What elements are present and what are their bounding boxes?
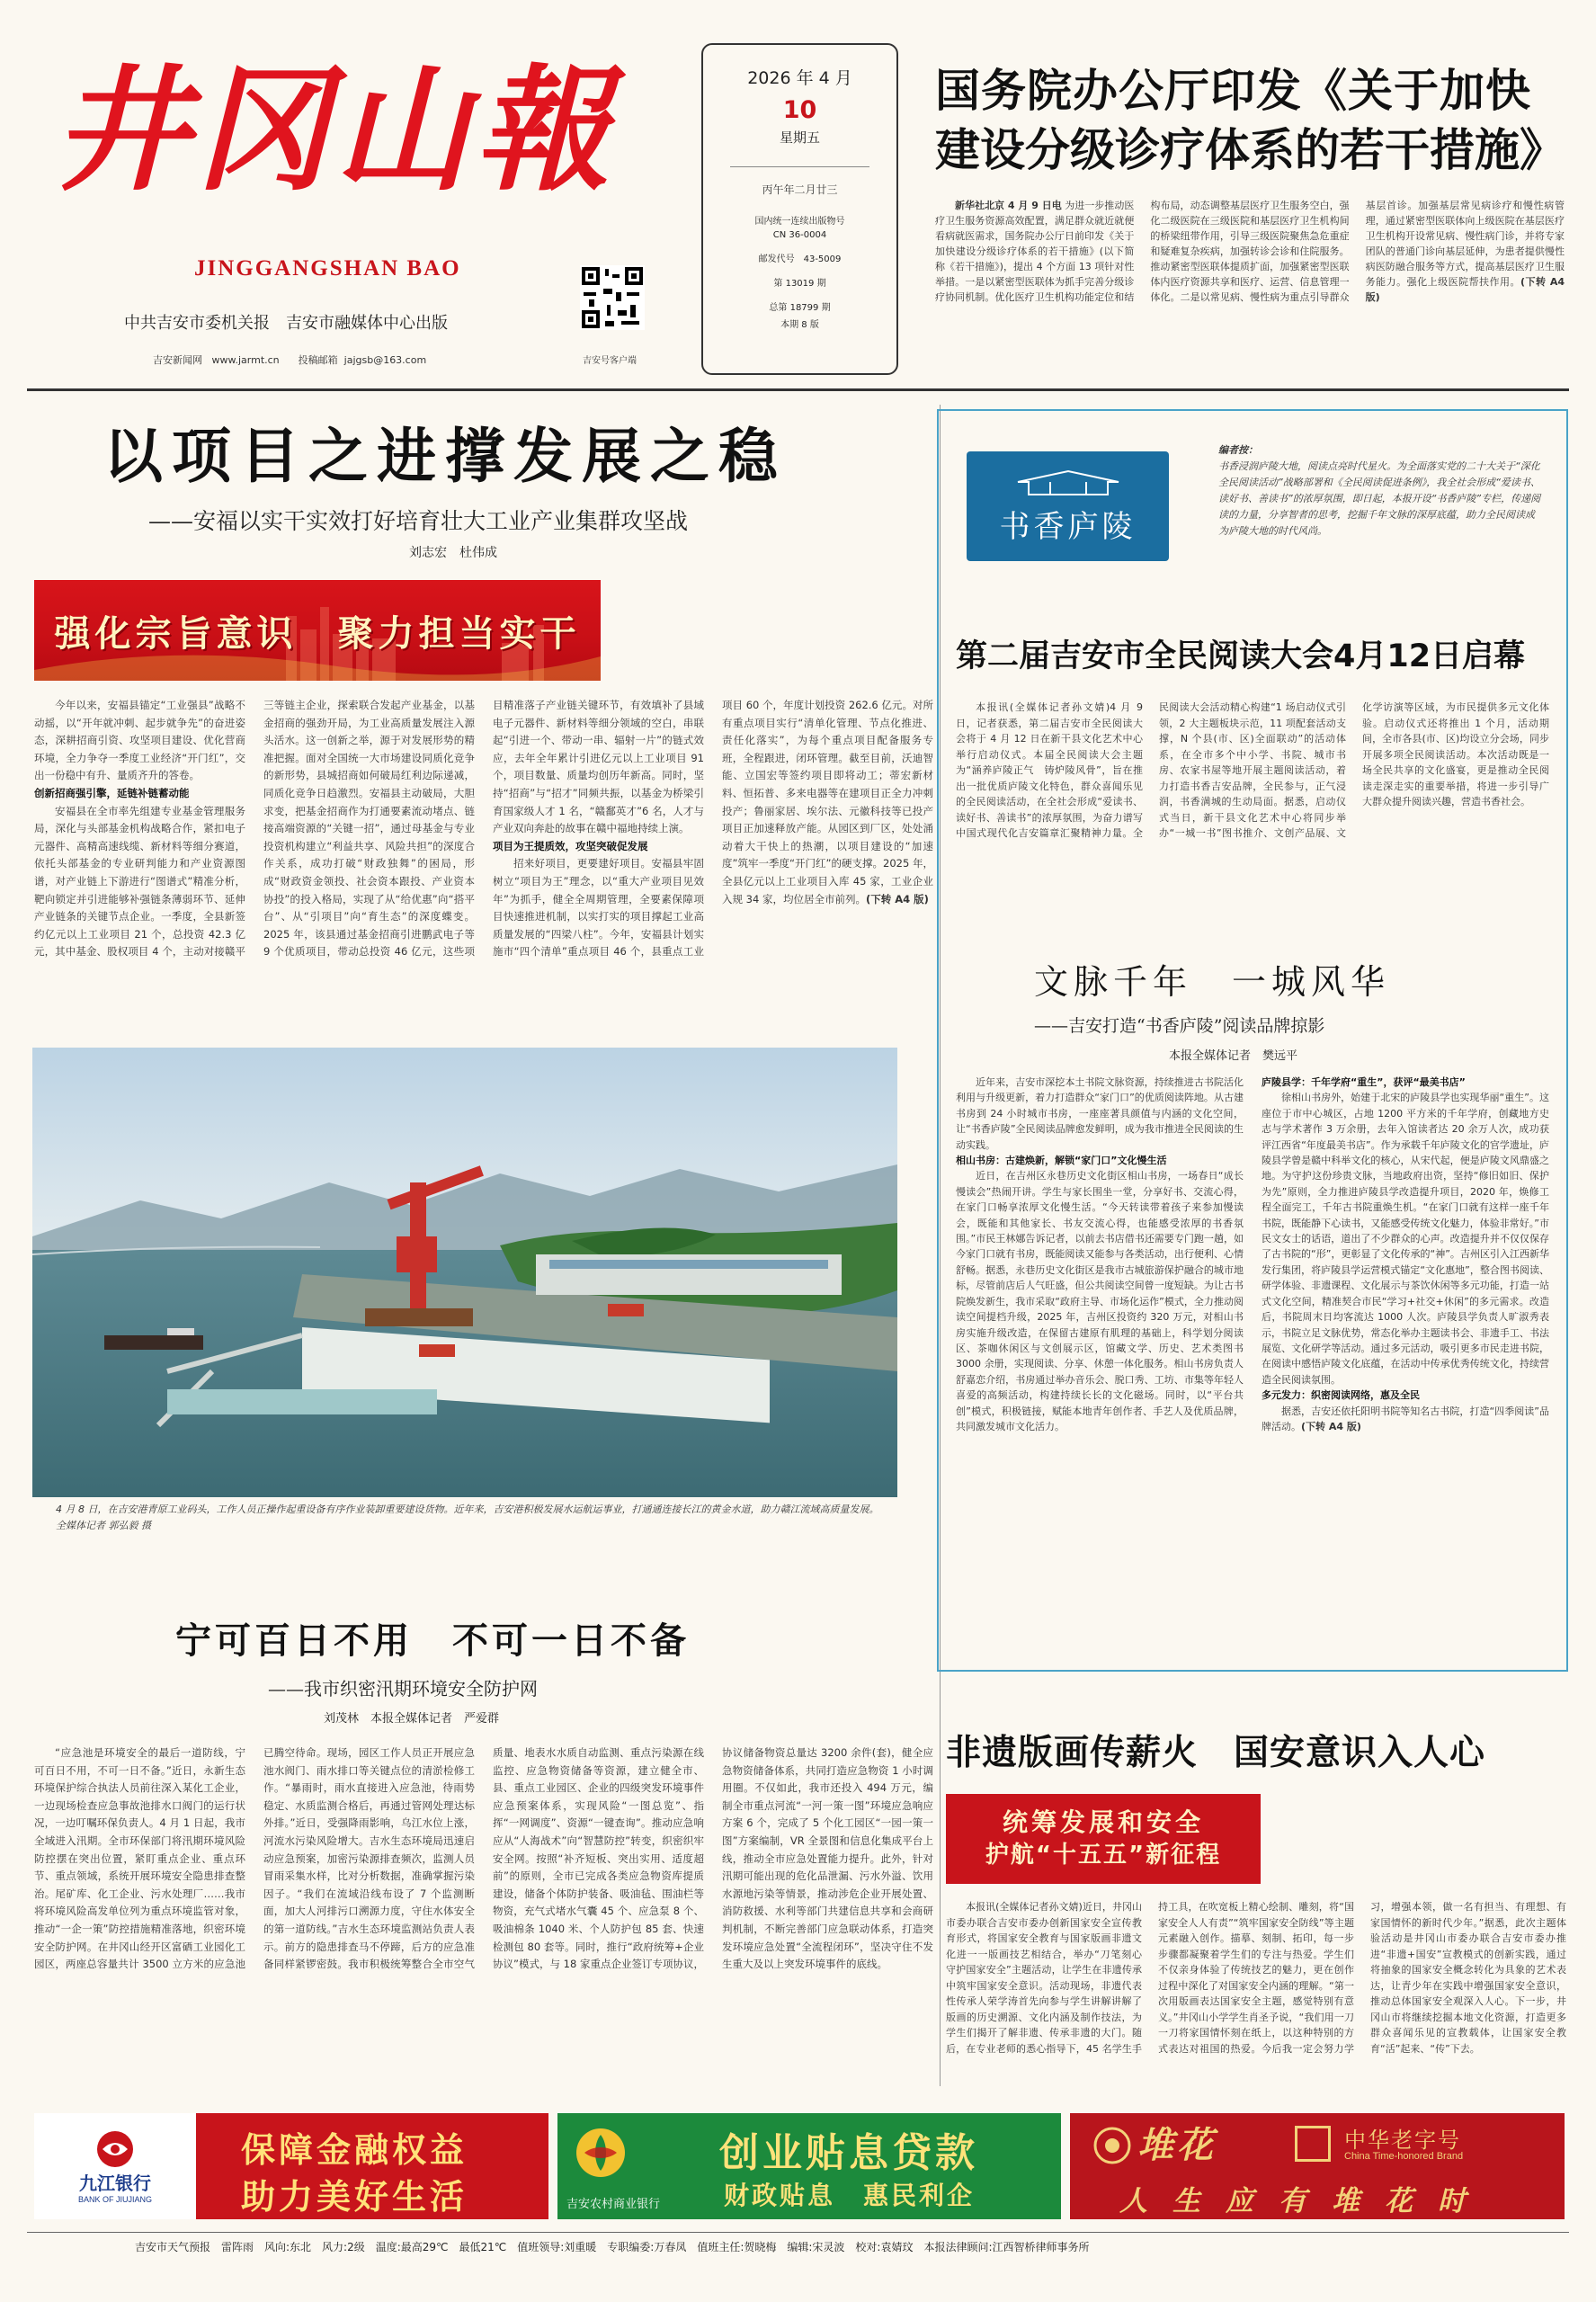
date-year-month: 2026 年 4 月 bbox=[747, 68, 852, 88]
editor-note bbox=[1218, 442, 1544, 540]
rural-bank-line-1: 创业贴息贷款 bbox=[719, 2130, 978, 2176]
site-url[interactable]: www.jarmt.cn bbox=[211, 354, 280, 366]
lead-section-2-title: 项目为王提质效，攻坚突破促发展 bbox=[493, 839, 648, 852]
top-story-jump[interactable]: (下转 A4 版) bbox=[1365, 276, 1565, 303]
email-address[interactable]: jajgsb@163.com bbox=[343, 354, 427, 366]
lead-banner bbox=[34, 580, 601, 681]
top-story-dateline: 新华社北京 4 月 9 日电 bbox=[955, 200, 1062, 211]
lead-section-1-body: 安福县在全市率先组建专业基金管理服务局，深化与头部基金机构战略合作，紧扣电子元器件、高精高速线缆、新材料等细分赛道，依托头部基金的专业研判能力和产业资源图谱，对产业链上下游进行“图谱式”精准分析，靶向锁定并引进能够补强链条薄弱环节、延伸产业链条的关键节点企业。一季度，全县新签约亿元以上工业项目 21 个，总投资 42.3 亿元，其中基金、股权项目 4 个，主动对接赣平三等链主企业，探索联合发起产业基金，以基金招商的强劲开局，为工业高质量发展注入源头活水。这一创新之举，源于对发展形势的精准把握。面对全国统一大市场建设同质化竞争的新形势，县城招商如何破局红利边际递减，同质化竞争日趋激烈。安福县主动破局，大胆求变，把基金招商作为打通要素流动堵点、链接高端资源的“关键一招”，通过母基金与专业投资机构建立“利益共享、风险共担”的深度合作关系，成功打破“财政独舞”的困局，形成“财政资金领投、社会资本跟投、产业资本协投”的投入格局，实现了从“给优惠”向“搭平台”、从“引项目”向“育生态”的深度蝶变。2025 年，该县通过基金招商引进鹏武电子等 9 个优质项目，带动总投资 46 亿元，这些项目精准落子产业链关键环节，有效填补了县域电子元器件、新材料等细分领域的空白，串联起“引进一个、带动一串、辐射一片”的链式效应，去年全年累计引进亿元以上工业项目 91 个，项目数量、质量均创历年新高。同时，坚持“招商”与“招才”同频共振，以基金为桥梁引育国家级人才 1 名，“赣鄱英才”6 名，人才与产业双向奔赴的故事在赣中福地持续上演。 bbox=[34, 699, 704, 959]
lead-subhead: ——安福以实干实效打好培育壮大工业产业集群攻坚战 bbox=[148, 508, 689, 534]
heritage-headline: 非遗版画传薪火 国安意识入人心 bbox=[946, 1733, 1486, 1773]
page-count: 本期 8 版 bbox=[780, 320, 819, 330]
footer-divider bbox=[27, 2232, 1569, 2233]
masthead-site-info bbox=[153, 352, 426, 367]
lead-jump[interactable]: (下转 A4 版) bbox=[865, 892, 929, 906]
ad-rural-bank[interactable] bbox=[557, 2113, 1061, 2219]
port-scene-image bbox=[32, 1048, 897, 1497]
lead-intro: 今年以来，安福县锚定“工业强县”战略不动摇，以“开年就冲刺、起步就争先”的奋进姿态，深耕招商引资、攻坚项目建设、优化营商环境，全力争夺一季度工业经济“开门红”，交出一份稳中有升、量质齐升的答卷。 bbox=[34, 699, 245, 782]
reading-body-text: 本报讯(全媒体记者孙文婧)4 月 9 日，记者获悉，第二届吉安市全民阅读大会将于 4 月 12 日在新干县文化艺术中心举行启动仪式。本届全民阅读大会主题为“涵养庐陵正气 铸炉陵风骨”，旨在推出一批优质庐陵文化特色，群众喜闻乐见的全民阅读活动，在全社会形成“爱读书、读好书、善读书”的浓厚氛围，为奋力谱写中国式现代化吉安篇章汇聚精神力量。全民阅读大会活动精心构建“1 场启动仪式引领，2 大主题板块示范，11 项配套活动支撑，N 个县(市、区)全面联动”的活动体系，在全市多个中小学、书院、城市书房、农家书屋等地开展主题阅读活动，着力打造书香吉安品牌，全民参与，正气浸润，书香满城的生动局面。据悉，启动仪式当日，新干县文化艺术中心将同步举办“一城一书”图书推介、文创产品展、文化学访演等区域，为市民提供多元文化体验。启动仪式还将推出 1 个月，活动期间，全市各县(市、区)均设立分会场，同步开展多项全民阅读活动。本次活动既是一场全民共享的文化盛宴，更是推动全民阅读走深走实的重要举措，将进一步引导广大群众提升阅读兴趣，营造书香社会。 bbox=[956, 701, 1549, 839]
reading-headline: 第二届吉安市全民阅读大会4月12日启幕 bbox=[956, 638, 1526, 674]
date-lunar: 丙午年二月廿三 bbox=[762, 183, 838, 196]
rural-bank-line-2: 财政贴息 惠民利企 bbox=[724, 2181, 976, 2210]
top-story-body bbox=[935, 198, 1565, 373]
top-story-text: 为进一步推动医疗卫生服务资源高效配置，满足群众就近就便看病就医需求，国务院办公厅日前印发《关于加快建设分级诊疗体系的若干措施》(以下简称《若干措施》)，提出 4 个方面 13 项针对性举措。一是以紧密型医联体为抓手完善分级诊疗协同机制。优化医疗卫生机构功能定位和结构布局，动态调整基层医疗卫生服务空白，强化二级医院在三级医院和基层医疗卫生机构间的桥梁纽带作用，引导三级医院聚焦急危重症和疑难复杂疾病，加强转诊会诊和住院服务。推动紧密型医联体提质扩面，加强紧密型医联体内医疗资源共享和医疗、运营、信息管理一体化。二是以常见病、慢性病为重点引导群众基层首诊。加强基层常见病诊疗和慢性病管理，通过紧密型医联体向上级医院在基层医疗卫生机构开设常见病、慢性病门诊，并将专家团队的普通门诊向基层延伸，为患者提供慢性病医防融合服务等方式，提高基层医疗卫生服务能力。强化上级医院帮扶作用。 bbox=[935, 200, 1565, 303]
footer-info: 吉安市天气预报 雷阵雨 风向:东北 风力:2级 温度:最高29℃ 最低21℃ 值班领导:刘重暖 专职编委:万春凤 值班主任:贺晓梅 编辑:宋灵波 校对:袁婧玟 本报法律顾问:江西智桥律师事务所 bbox=[135, 2241, 1090, 2253]
reading-feature-subhead: ——吉安打造“书香庐陵”阅读品牌掠影 bbox=[1034, 1016, 1325, 1036]
reading-body bbox=[956, 700, 1549, 906]
reading-logo bbox=[967, 451, 1169, 561]
lead-byline: 刘志宏 杜伟成 bbox=[409, 546, 497, 560]
duihua-brand: 堆花 bbox=[1137, 2124, 1217, 2166]
photo-caption bbox=[56, 1502, 892, 1534]
time-honored-badge-icon bbox=[1295, 2126, 1331, 2162]
heritage-banner-line-1: 统筹发展和安全 bbox=[1002, 1807, 1204, 1837]
port-photo bbox=[32, 1048, 897, 1497]
feature-section-2-body: 徐相山书房外，始建于北宋的庐陵县学也实现华丽“重生”。这座位于市中心城区，占地 1200 平方米的千年学府，创藏地方史志与学术著作 3 万余册，去年入馆读者达 20 余万人次，成功获评江西省“年度最美书店”。作为承载千年庐陵文化的官学遗址，庐陵县学曾是赣中科举文化的核心，从宋代起，便是庐陵文风鼎盛之地。为守护这份珍贵文脉，当地政府出资，坚持“修旧如旧、保护为先”原则，全力推进庐陵县学改造提升项目，2020 年，焕修工程全面完工，千年古书院重焕生机。“在家门口就有这样一座千年书院，既能静下心读书，又能感受传统文化魅力，体验非常好。”市民文女士的话语，道出了不少群众的心声。改造提升并不仅仅保存了古书院的“形”，更彰显了文化传承的“神”。吉州区引入江西新华发行集团，将庐陵县学运营模式锚定“文化惠地”，整合图书阅读、研学体验、非遗课程、文化展示与茶饮休闲等多元功能，打造一站式文化空间，精准契合市民“学习+社交+休闲”的多元需求。改造后，书院周末日均客流达 1000 人次。庐陵县学负责人旷淑秀表示，书院立足文脉优势，常态化举办主题读书会、非遗手工、书法展览、文化研学等活动。通过多元活动，吸引更多市民走进书院，在阅读中感悟庐陵文化底蕴，在活动中传承优秀传统文化，持续营造全民阅读氛围。 bbox=[1262, 1092, 1549, 1386]
jiujiang-bank-emblem-icon bbox=[88, 2129, 142, 2169]
feature-jump[interactable]: (下转 A4 版) bbox=[1301, 1420, 1361, 1432]
qr-code-icon[interactable] bbox=[580, 265, 645, 330]
heritage-banner-line-2: 护航“十五五”新征程 bbox=[985, 1842, 1222, 1869]
date-day: 10 bbox=[782, 96, 817, 124]
lead-section-2-body: 招来好项目，更要建好项目。安福县牢固树立“项目为王”理念，以“重大产业项目见效年”为抓手，健全全周期管理，全要素保障项目快速推进机制，以实打实的项目撑起工业高质量发展的“四梁八柱”。今年，安福县计划实施市“四个清单”重点项目 46 个，县重点工业项目 60 个，年度计划投资 262.6 亿元。对所有重点项目实行“清单化管理、节点化推进、责任化落实”，为每个重点项目配备服务专班，全程跟进，闭环管理。截至目前，沃迪智能、立国宏等签约项目即将动工；蒂宏新材料、恒拓普、多来电器等在建项目正全力冲刺投产；鲁丽家居、埃尔法、元徽科技等已投产项目正加速释放产能。从园区到厂区，处处涌动着大干快上的热潮，以项目建设的“加速度”筑牢一季度“开门红”的硬支撑。2025 年，全县亿元以上工业项目入库 45 家，工业企业入规 34 家，均位居全市前列。 bbox=[493, 699, 933, 959]
duihua-slogan: 人生应有堆花时 bbox=[1119, 2185, 1491, 2217]
jiujiang-bank-name: 九江银行 bbox=[79, 2172, 151, 2194]
feature-intro: 近年来，吉安市深挖本土书院文脉资源，持续推进古书院活化利用与升级更新，着力打造群众“家门口”的优质阅读阵地。从古建书房到 24 小时城市书房，一座座著具颜值与内涵的文化空间，让“书香庐陵”全民阅读品牌愈发鲜明，成为我市推进全民阅读的生动实践。 bbox=[956, 1076, 1244, 1151]
lead-headline: 以项目之进撑发展之稳 bbox=[103, 422, 787, 491]
feature-section-3-body: 据悉，吉安还依托阳明书院等知名古书院，打造“四季阅读”品牌活动。 bbox=[1262, 1405, 1549, 1432]
feature-section-3-title: 多元发力：织密阅读网络，惠及全民 bbox=[1262, 1389, 1420, 1402]
jiujiang-bank-en: BANK OF JIUJIANG bbox=[77, 2194, 152, 2204]
masthead-pinyin: JINGGANGSHAN BAO bbox=[194, 256, 461, 281]
cn-number: CN 36-0004 bbox=[772, 230, 827, 240]
heritage-banner bbox=[946, 1794, 1261, 1884]
masthead-publisher: 中共吉安市委机关报 吉安市融媒体中心出版 bbox=[124, 314, 448, 333]
pavilion-icon bbox=[1014, 468, 1122, 496]
dateline-box bbox=[701, 43, 898, 375]
photo-caption-text: 4 月 8 日，在吉安港青原工业码头，工作人员正操作起重设备有序作业装卸重要建设货物。近年来，吉安港积极发展水运航运事业，打通通连接长江的黄金水道，助力赣江流域高质量发展。 bbox=[56, 1503, 879, 1515]
issue-number: 第 13019 期 bbox=[773, 279, 826, 289]
ad-duihua-liquor[interactable] bbox=[1070, 2113, 1565, 2219]
cn-label: 国内统一连续出版物号 bbox=[754, 217, 845, 227]
ad-jiujiang-bank[interactable] bbox=[34, 2113, 548, 2219]
feature-section-2-title: 庐陵县学：千年学府“重生”，获评“最美书店” bbox=[1262, 1076, 1466, 1088]
duihua-seal-icon bbox=[1092, 2126, 1132, 2165]
masthead bbox=[27, 36, 692, 378]
reading-feature-byline: 本报全媒体记者 樊远平 bbox=[1169, 1049, 1298, 1063]
flood-subhead: ——我市织密汛期环境安全防护网 bbox=[268, 1678, 538, 1700]
lead-section-1-title: 创新招商强引擎，延链补链蓄动能 bbox=[34, 786, 190, 799]
heritage-body bbox=[946, 1899, 1566, 2101]
editor-note-text: 书香浸润庐陵大地，阅读点亮时代星火。为全面落实党的二十大关于“深化全民阅读活动”战略部署和《全民阅读促进条例》，我全社会形成“爱读书、读好书、善读书”的浓厚氛围，即日起，本报开设“书香庐陵”专栏，传递阅读的力量，分享智者的思考，挖掘千年文脉的深厚底蕴，助力全民阅读成为庐陵大地的时代风尚。 bbox=[1218, 460, 1541, 537]
reading-feature-body bbox=[956, 1075, 1549, 1659]
post-code: 邮发代号 43-5009 bbox=[758, 254, 842, 264]
feature-section-1-title: 相山书房：古建焕新，解锁“家门口”文化慢生活 bbox=[956, 1155, 1167, 1167]
rural-bank-name: 吉安农村商业银行 bbox=[566, 2198, 661, 2211]
masthead-title: 井冈山報 bbox=[54, 51, 616, 210]
flood-body bbox=[34, 1744, 933, 2086]
heritage-body-text: 本报讯(全媒体记者孙文婧)近日，井冈山市委办联合吉安市委办创新国家安全宣传教育形式，将国家安全教育与国家版画非遗文化进一一版画技艺相结合，举办“刀笔刻心 守护国家安全”主题活动，让学生在非遗传承中筑牢国家安全意识。活动现场，非遗代表性传承人荣学涛首先向参与学生讲解讲解了版画的历史溯源、文化内涵及制作技法，为学生们揭开了解非遗、传承非遗的大门。随后，在专业老师的悉心指导下，45 名学生手持工具，在吹宽板上精心绘制、雕刻，将“国家安全人人有责”“筑牢国家安全防线”等主题元素融入创作。描摹、刻制、拓印，每一步步骤都凝聚着学生们的专注与热爱。学生们不仅亲身体验了传统技艺的魅力，更在创作过程中深化了对国家安全内涵的理解。“第一次用版画表达国家安全主题，感觉特别有意义。”井冈山小学学生肖圣予说，“我们用一刀一刀将家国情怀刻在纸上，以这种特别的方式表达对祖国的热爱。今后我一定会努力学习，增强本领，做一名有担当、有理想、有家国情怀的新时代少年。”据悉，此次主题体验活动是井冈山市委办联合吉安市委办推进“非遗+国安”宣教模式的创新实践，通过将抽象的国家安全概念转化为具象的艺术表达，让青少年在实践中增强国家安全意识，推动总体国家安全观深入人心。下一步，井冈山市将继续挖掘本地文化资源，打造更多群众喜闻乐见的宣教载体，让国家安全教育“活”起来、“传”下去。 bbox=[946, 1901, 1566, 2055]
top-story-headline-2: 建设分级诊疗体系的若干措施》 bbox=[935, 124, 1565, 176]
top-story-headline-1: 国务院办公厅印发《关于加快 bbox=[935, 65, 1531, 117]
flood-body-text: “应急池是环境安全的最后一道防线，宁可百日不用，不可一日不备。”近日，永新生态环境保护综合执法人员前往深入某化工企业，一边现场检查应急事故池排水口阀门的运行状况，一边叮嘱环保负责人。4 月 1 日起，我市全域进入汛期。全市环保部门将汛期环境风险防控摆在突出位置，紧盯重点企业、重点环节、重点领域，系统开展环境安全隐患排查整治。尾矿库、化工企业、污水处理厂……我市将环境风险高发单位列为重点环境监管对象，推动“一企一策”防控措施精准落地，织密环境安全防护网。在井冈山经开区富硒工业园化工园区，两座总容量共计 3500 立方米的应急池已腾空待命。现场，园区工作人员正开展应急池水阀门、雨水排口等关键点位的清淤检修工作。“暴雨时，雨水直接进入应急池，待雨势稳定、水质监测合格后，再通过管网处理达标外排。”近日，受强降雨影响，乌江水位上涨，河流水污染风险增大。吉水生态环境局迅速启动应急预案，加密污染源排查频次，监测人员冒雨采集水样，比对分析数据，准确掌握污染因子。“我们在流域沿线布设了 7 个监测断面，加大人河排污口溯源力度，守住水体安全的第一道防线。”吉水生态环境监测站负责人表示。前方的隐患排查马不停蹄，后方的应急准备同样紧锣密鼓。我市积极统筹整合全市空气质量、地表水水质自动监测、重点污染源在线监控、应急物资储备等资源，建立健全市、县、重点工业园区、企业的四级突发环境事件应急预案体系，实现风险“一图总览”、指挥“一网调度”、资源“一键查询”。推动应急响应从“人海战术”向“智慧防控”转变，织密织牢安全网。按照“补齐短板、突出实用、适度超前”的原则，全市已完成各类应急物资库提质建设，储备个体防护装备、吸油毡、围油栏等物资，充气式堵水气囊 45 个、应急泵 8 个、吸油棉条 1040 米、个人防护包 85 套、快速检测包 80 套等。同时，推行“政府统筹+企业协议”模式，与 18 家重点企业签订专项协议，协议储备物资总量达 3200 余件(套)，健全应急物资储备体系，共同打造应急物资 1 小时调用圈。不仅如此，我市还投入 494 万元，编制全市重点河流“一河一策一图”环境应急响应方案 6 个，完成了 5 个化工园区“一园一策一图”方案编制，VR 全景图和信息化集成平台上线，推动全市应急处置能力提升。此外，针对汛期可能出现的危化品泄漏、污水外溢、饮用水源地污染等情景，推动涉危企业开展处置、消防救援、水利等部门共建信息共享和会商研判机制，不断完善部门应急联动体系，打造突发环境应急处置“全流程闭环”，坚决守住不发生重大及以上突发环境事件的底线。 bbox=[34, 1746, 933, 1971]
duihua-cn: 中华老字号 bbox=[1344, 2128, 1461, 2153]
feature-section-1-body: 近日，在吉州区永巷历史文化街区相山书房，一场春日“成长慢读会”热闹开讲。学生与家长围坐一堂，分享好书、交流心得，在家门口畅享浓厚文化慢生活。“今天转读带着孩子来参加慢读会，既能和其他家长、书友交流心得，也能感受浓厚的书香氛围。”市民王林娜告诉记者，以前去书店借书还需要专门跑一趟，如今家门口就有书房，既能阅读又能参与各类活动，出行便利、心情舒畅。据悉，永巷历史文化街区是我市古城旅游保护融合的城市地标，尽管前店后人气旺盛，但公共阅读空间曾一度短缺。为让古书院焕发新生，我市采取“政府主导、市场化运作”模式，全力推动阅读空间提档升级，2025 年，吉州区投资约 320 万元，对相山书房实施升级改造，在保留古建原有肌理的基础上，科学划分阅读区、茶咖休闲区与文创展示区，馆藏文学、历史、艺术类图书 3000 余册，实现阅读、分享、休憩一体化服务。相山书房负责人舒嘉恋介绍，书房通过举办音乐会、脱口秀、工坊、市集等年轻人喜爱的高频活动，构建持续长长的文化磁场。同时，以“平台共创”模式，积极链接，赋能本地青年创作者、手艺人及优质品牌，共同激发城市文化活力。 bbox=[956, 1170, 1244, 1432]
jiujiang-bank-line-2: 助力美好生活 bbox=[241, 2177, 468, 2217]
qr-caption: 吉安号客户端 bbox=[583, 356, 637, 366]
editor-note-label: 编者按： bbox=[1218, 444, 1258, 456]
rural-bank-logo-icon bbox=[574, 2126, 628, 2180]
jiujiang-bank-logo bbox=[34, 2113, 196, 2219]
masthead-divider bbox=[27, 388, 1569, 391]
total-issue: 总第 18799 期 bbox=[769, 303, 831, 313]
reading-logo-text: 书香庐陵 bbox=[999, 508, 1137, 545]
date-weekday: 星期五 bbox=[779, 129, 820, 146]
reading-feature-headline: 文脉千年 一城风华 bbox=[1034, 962, 1391, 1002]
photo-credit: 全媒体记者 郭弘毅 摄 bbox=[56, 1520, 151, 1531]
site-name: 吉安新闻网 bbox=[153, 354, 202, 366]
lead-body bbox=[34, 697, 933, 1016]
lead-banner-text: 强化宗旨意识 聚力担当实干 bbox=[54, 612, 581, 655]
duihua-en: China Time-honored Brand bbox=[1344, 2151, 1464, 2162]
email-label: 投稿邮箱 bbox=[298, 354, 338, 366]
flood-byline: 刘茂林 本报全媒体记者 严爱群 bbox=[324, 1712, 500, 1726]
flood-headline: 宁可百日不用 不可一日不备 bbox=[175, 1620, 690, 1662]
jiujiang-bank-line-1: 保障金融权益 bbox=[241, 2130, 468, 2170]
